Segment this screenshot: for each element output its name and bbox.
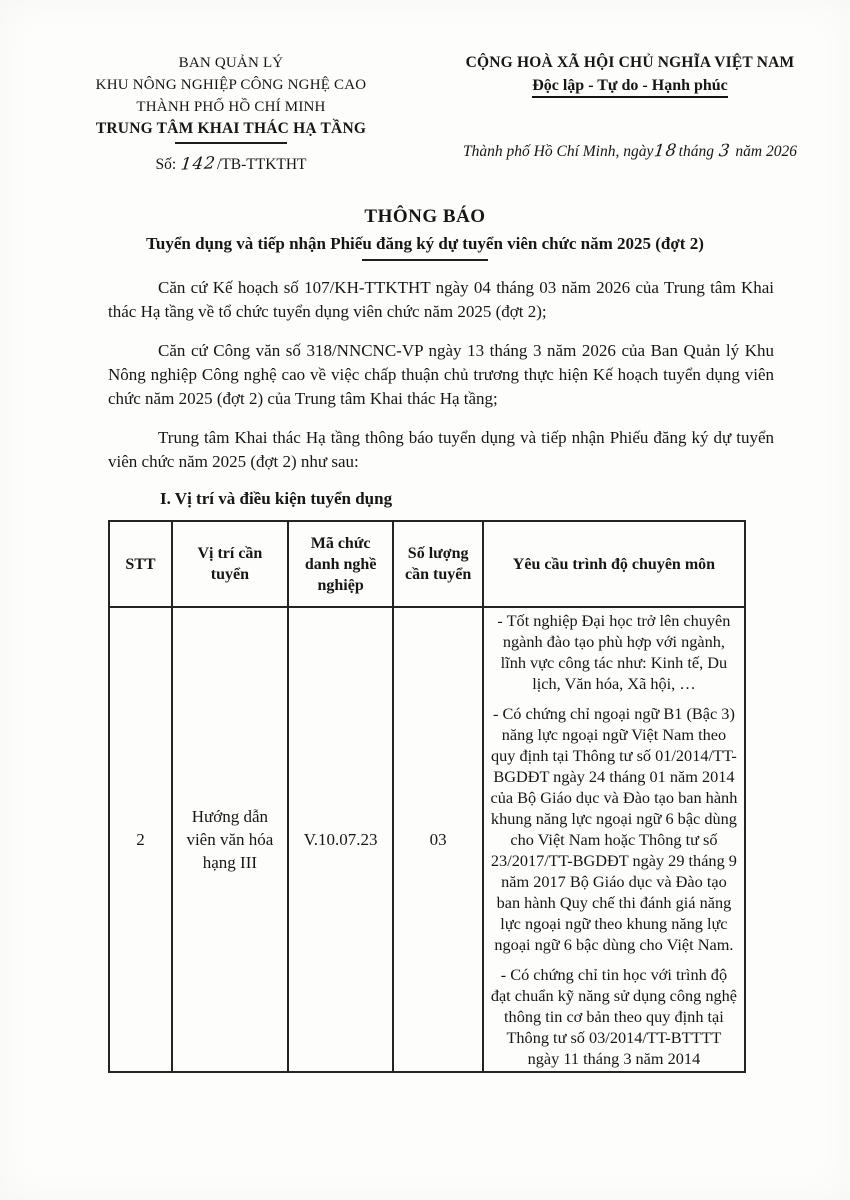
section-heading-positions: I. Vị trí và điều kiện tuyển dụng bbox=[160, 489, 393, 508]
cell-stt: 2 bbox=[109, 607, 172, 1072]
doc-number-suffix: /TB-TTKTHT bbox=[216, 156, 307, 173]
issuing-org-block bbox=[42, 52, 420, 174]
doc-number-handwritten: 142 bbox=[179, 152, 218, 174]
national-motto-block bbox=[432, 52, 828, 174]
header-code: Mã chức danh nghề nghiệp bbox=[288, 521, 394, 607]
org-parent-line-2: KHU NÔNG NGHIỆP CÔNG NGHỆ CAO bbox=[95, 77, 367, 93]
requirement-language: - Có chứng chỉ ngoại ngữ B1 (Bậc 3) năng lực ngoại ngữ Việt Nam theo quy định tại Thông tư số 01/2014/TT-BGDĐT ngày 24 tháng 01 năm 2014 của Bộ Giáo dục và Đào tạo ban hành khung năng lực ngoại ngữ 6 bậc dùng cho Việt Nam hoặc Thông tư số 23/2017/TT-BGDĐT ngày 29 tháng 9 năm 2017 Bộ Giáo dục và Đào tạo ban hành Quy chế thi đánh giá năng lực ngoại ngữ theo khung năng lực ngoại ngữ 6 bậc dùng cho Việt Nam. bbox=[490, 704, 738, 954]
cell-requirements bbox=[483, 607, 745, 1072]
paragraph-legal-basis-2: Căn cứ Công văn số 318/NNCNC-VP ngày 13 tháng 3 năm 2026 của Ban Quản lý Khu Nông nghiệp Công nghệ cao về việc chấp thuận chủ trương thực hiện Kế hoạch tuyển dụng viên chức năm 2025 (đợt 2) của Trung tâm Khai thác Hạ tầng; bbox=[108, 341, 774, 408]
document-number bbox=[42, 153, 420, 174]
document-header bbox=[0, 0, 850, 174]
header-position: Vị trí cần tuyển bbox=[172, 521, 288, 607]
header-quantity: Số lượng cần tuyển bbox=[393, 521, 482, 607]
cell-quantity: 03 bbox=[393, 607, 482, 1072]
table-row bbox=[109, 607, 745, 1072]
national-motto-text: Độc lập - Tự do - Hạnh phúc bbox=[532, 77, 728, 98]
date-month-handwritten: 3 bbox=[717, 139, 732, 161]
document-title-block bbox=[0, 206, 850, 261]
date-day-handwritten: 18 bbox=[653, 139, 679, 161]
header-stt: STT bbox=[109, 521, 172, 607]
table-header-row bbox=[109, 521, 745, 607]
header-requirements: Yêu cầu trình độ chuyên môn bbox=[483, 521, 745, 607]
requirement-degree: - Tốt nghiệp Đại học trở lên chuyên ngành đào tạo phù hợp với ngành, lĩnh vực công tác như: Kinh tế, Du lịch, Văn hóa, Xã hội, … bbox=[497, 611, 731, 693]
date-mid: tháng bbox=[678, 143, 714, 160]
paragraph-legal-basis-1: Căn cứ Kế hoạch số 107/KH-TTKTHT ngày 04 tháng 03 năm 2026 của Trung tâm Khai thác Hạ tầng về tổ chức tuyển dụng viên chức năm 2025 (đợt 2); bbox=[108, 278, 774, 321]
date-suffix: năm 2026 bbox=[735, 143, 797, 160]
cell-code: V.10.07.23 bbox=[288, 607, 394, 1072]
document-title: THÔNG BÁO bbox=[364, 206, 486, 227]
positions-table bbox=[108, 520, 746, 1073]
org-parent-line-1: BAN QUẢN LÝ bbox=[178, 55, 284, 71]
place-date-line bbox=[432, 140, 828, 161]
date-prefix: Thành phố Hồ Chí Minh, ngày bbox=[463, 143, 654, 160]
cell-position: Hướng dẫn viên văn hóa hạng III bbox=[172, 607, 288, 1072]
paragraph-intro: Trung tâm Khai thác Hạ tầng thông báo tuyển dụng và tiếp nhận Phiếu đăng ký dự tuyển viên chức năm 2025 (đợt 2) như sau: bbox=[108, 428, 774, 471]
title-underline bbox=[362, 259, 488, 261]
org-name: TRUNG TÂM KHAI THÁC HẠ TẦNG bbox=[95, 120, 367, 137]
doc-number-label: Số: bbox=[155, 156, 177, 173]
org-parent-line-3: THÀNH PHỐ HỒ CHÍ MINH bbox=[136, 99, 326, 115]
national-motto bbox=[432, 77, 828, 98]
document-subtitle: Tuyển dụng và tiếp nhận Phiếu đăng ký dự tuyển viên chức năm 2025 (đợt 2) bbox=[146, 234, 704, 253]
requirement-it: - Có chứng chỉ tin học với trình độ đạt chuẩn kỹ năng sử dụng công nghệ thông tin cơ bản theo quy định tại Thông tư số 03/2014/TT-BTTTT ngày 11 tháng 3 năm 2014 bbox=[490, 965, 738, 1068]
org-name-underline bbox=[175, 142, 287, 144]
national-title: CỘNG HOÀ XÃ HỘI CHỦ NGHĨA VIỆT NAM bbox=[465, 54, 795, 71]
